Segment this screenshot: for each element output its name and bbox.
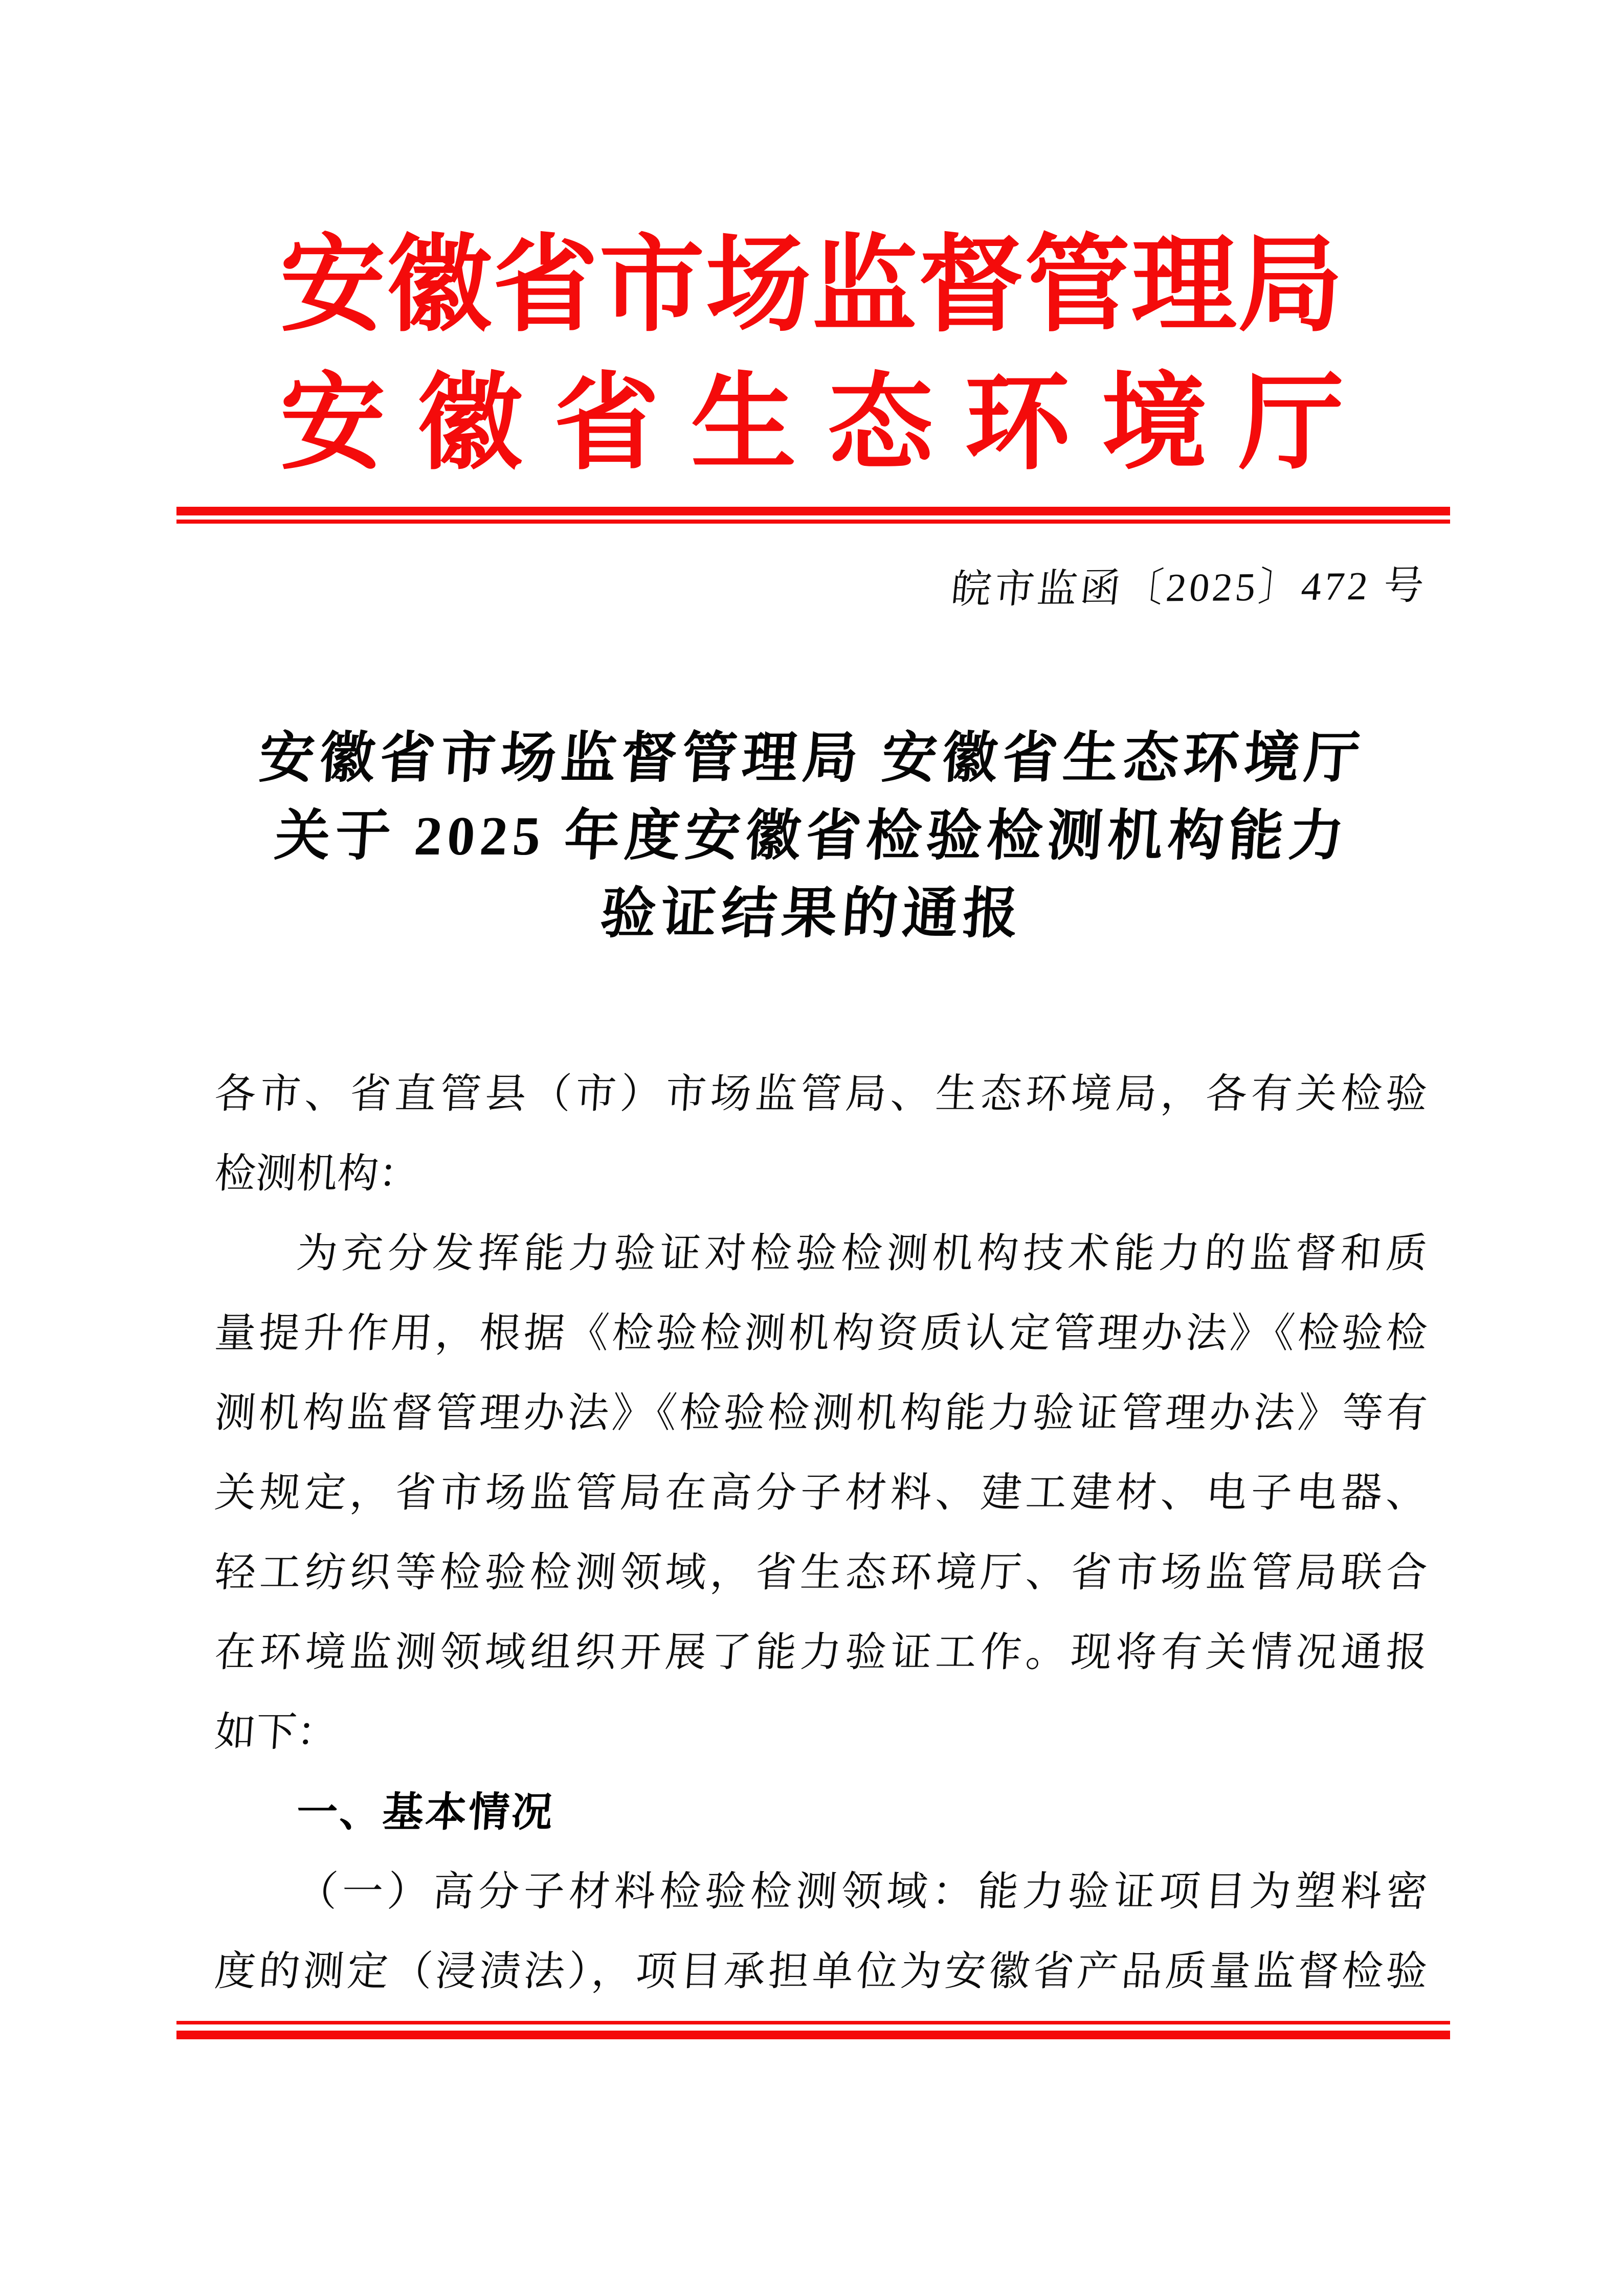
title-line-2: 关于 2025 年度安徽省检验检测机构能力 [273,806,1351,867]
body-line: 量提升作用，根据《检验检测机构资质认定管理办法》《检验检 [213,1311,1429,1356]
title-line-3: 验证结果的通报 [598,884,1026,944]
body-line: 关规定，省市场监管局在高分子材料、建工建材、电子电器、 [213,1471,1429,1516]
body-line: 度的测定（浸渍法），项目承担单位为安徽省产品质量监督检验 [213,1949,1429,1994]
bottom-rule-thin [176,2021,1450,2024]
body-line: 测机构监督管理办法》《检验检测机构能力验证管理办法》等有 [213,1391,1429,1436]
section-heading: 一、基本情况 [295,1789,557,1835]
document-title [0,720,1624,953]
body-line: 在环境监测领域组织开展了能力验证工作。现将有关情况通报 [213,1630,1429,1675]
top-rule-thin [176,520,1450,524]
bottom-rule-thick [176,2031,1450,2039]
letterhead-agency-1: 安徽省市场监督管理局 [280,227,1344,344]
body-line: 为充分发挥能力验证对检验检测机构技术能力的监督和质 [295,1231,1429,1276]
body-line-salutation-1: 各市、省直管县（市）市场监管局、生态环境局，各有关检验 [213,1072,1429,1117]
document-body [215,1054,1427,2012]
body-line: 轻工纺织等检验检测领域，省生态环境厅、省市场监管局联合 [213,1550,1429,1595]
body-line: （一）高分子材料检验检测领域：能力验证项目为塑料密 [295,1870,1429,1915]
body-line-salutation-2: 检测机构： [213,1152,421,1197]
letterhead-agency-2-text: 安徽省生态环境厅 [280,365,1344,482]
title-line-1: 安徽省市场监督管理局 安徽省生态环境厅 [257,728,1367,789]
letterhead-agency-2 [0,358,1624,490]
body-line: 如下： [213,1710,340,1755]
doc-number: 皖市监函〔2025〕472 号 [949,562,1429,612]
top-rule-thick [176,507,1450,515]
